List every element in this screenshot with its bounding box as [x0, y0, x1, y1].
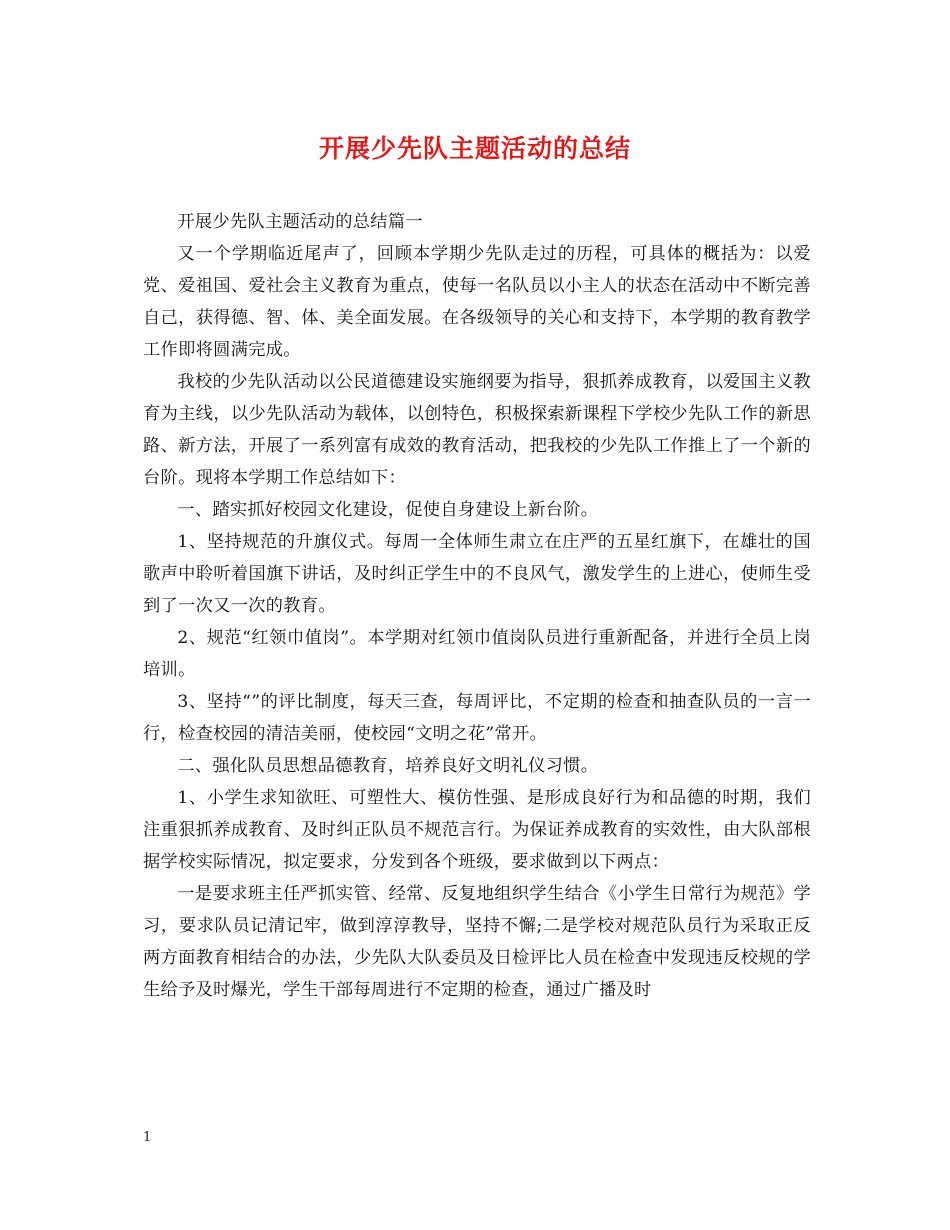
- section-heading: 二、强化队员思想品德教育，培养良好文明礼仪习惯。: [177, 756, 599, 776]
- paragraph: 1、小学生求知欲旺、可塑性大、模仿性强、是形成良好行为和品德的时期，我们注重狠抓养成教育、及时纠正队员不规范言行。为保证养成教育的实效性，由大队部根据学校实际情况，拟定要求，分发到各个班级，要求做到以下两点：: [143, 788, 811, 872]
- paragraph: 我校的少先队活动以公民道德建设实施纲要为指导，狠抓养成教育，以爱国主义教育为主线，以少先队活动为载体，以创特色，积极探索新课程下学校少先队工作的新思路、新方法，开展了一系列富有成效的教育活动，把我校的少先队工作推上了一个新的台阶。现将本学期工作总结如下：: [143, 372, 811, 488]
- paragraph: 又一个学期临近尾声了，回顾本学期少先队走过的历程，可具体的概括为：以爱党、爱祖国、爱社会主义教育为重点，使每一名队员以小主人的状态在活动中不断完善自己，获得德、智、体、美全面发展。在各级领导的关心和支持下，本学期的教育教学工作即将圆满完成。: [143, 244, 811, 360]
- paragraph: 1、坚持规范的升旗仪式。每周一全体师生肃立在庄严的五星红旗下，在雄壮的国歌声中聆听着国旗下讲话，及时纠正学生中的不良风气，激发学生的上进心，使师生受到了一次又一次的教育。: [143, 532, 811, 616]
- document-body: [143, 206, 811, 1006]
- section-heading: 开展少先队主题活动的总结篇一: [177, 212, 423, 232]
- paragraph: 3、坚持“”的评比制度，每天三查，每周评比，不定期的检查和抽查队员的一言一行，检查校园的清洁美丽，使校园“文明之花”常开。: [143, 692, 811, 744]
- document-title: 开展少先队主题活动的总结: [318, 134, 631, 163]
- section-heading: 一、踏实抓好校园文化建设，促使自身建设上新台阶。: [177, 500, 599, 520]
- page-number: 1: [143, 1130, 152, 1145]
- paragraph: 2、规范“红领巾值岗”。本学期对红领巾值岗队员进行重新配备，并进行全员上岗培训。: [143, 628, 811, 680]
- paragraph: 一是要求班主任严抓实管、经常、反复地组织学生结合《小学生日常行为规范》学习，要求队员记清记牢，做到淳淳教导，坚持不懈;二是学校对规范队员行为采取正反两方面教育相结合的办法，少先队大队委员及日检评比人员在检查中发现违反校规的学生给予及时爆光，学生干部每周进行不定期的检查，通过广播及时: [143, 884, 811, 1000]
